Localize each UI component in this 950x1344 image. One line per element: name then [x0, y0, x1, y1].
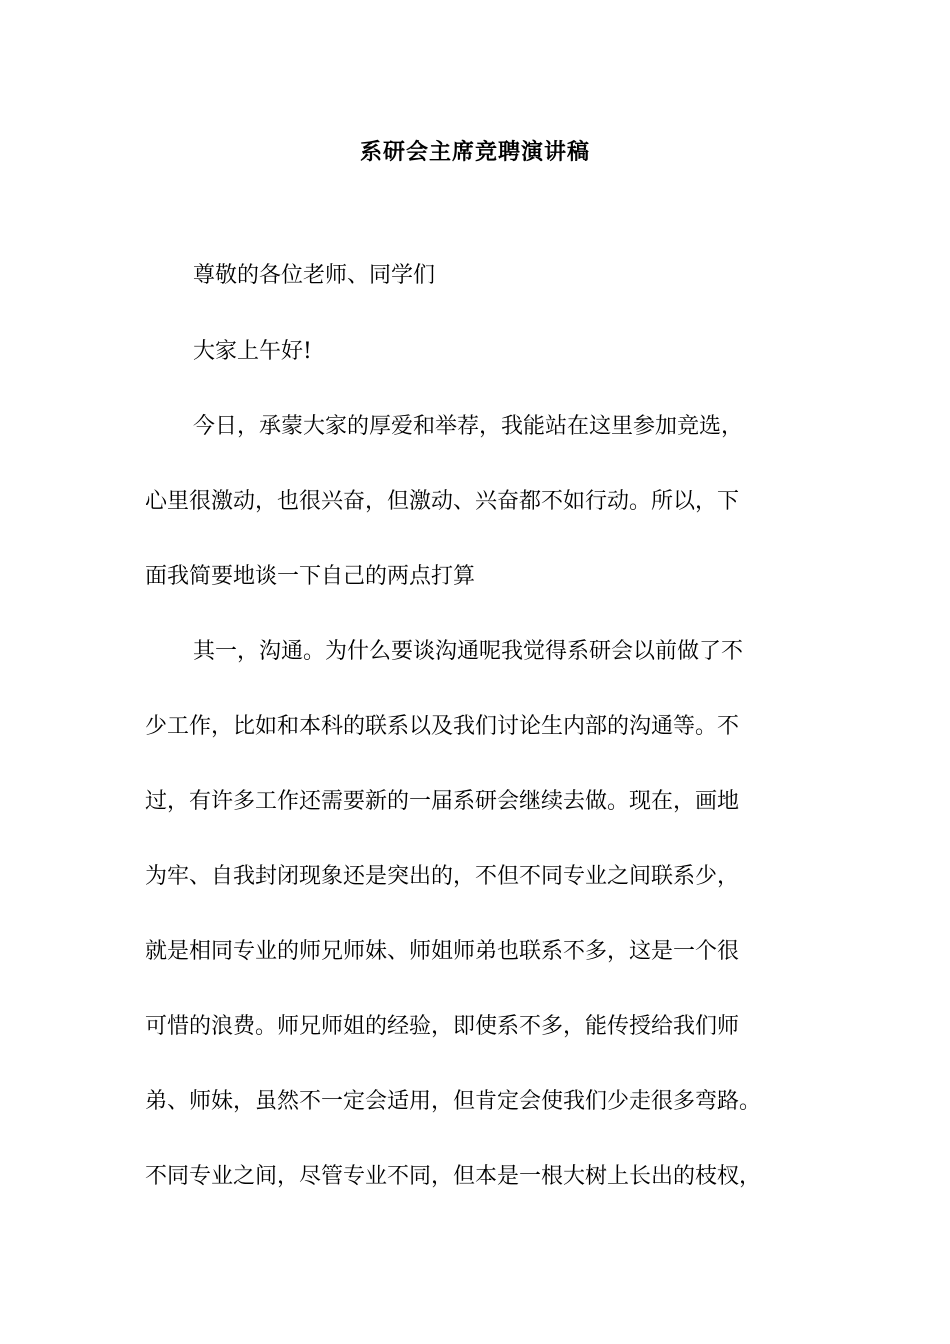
- paragraph-line: 可惜的浪费。师兄师姐的经验，即使系不多，能传授给我们师: [145, 1014, 740, 1039]
- paragraph-line: 为牢、自我封闭现象还是突出的，不但不同专业之间联系少，: [145, 864, 740, 889]
- paragraph-line: 面我简要地谈一下自己的两点打算: [145, 564, 476, 589]
- salutation-line: 尊敬的各位老师、同学们: [193, 263, 436, 288]
- paragraph-line: 心里很激动，也很兴奋，但激动、兴奋都不如行动。所以，下: [145, 489, 740, 514]
- paragraph-line: 不同专业之间，尽管专业不同，但本是一根大树上长出的枝杈，: [145, 1164, 762, 1189]
- paragraph-line: 过，有许多工作还需要新的一届系研会继续去做。现在，画地: [145, 789, 740, 814]
- paragraph-line: 就是相同专业的师兄师妹、师姐师弟也联系不多，这是一个很: [145, 939, 740, 964]
- greeting-line: 大家上午好!: [193, 339, 312, 364]
- paragraph-line: 弟、师妹，虽然不一定会适用，但肯定会使我们少走很多弯路。: [145, 1089, 762, 1114]
- paragraph-line: 其一，沟通。为什么要谈沟通呢我觉得系研会以前做了不: [193, 639, 744, 664]
- document-title: 系研会主席竞聘演讲稿: [359, 139, 590, 165]
- paragraph-line: 今日，承蒙大家的厚爱和举荐，我能站在这里参加竞选，: [193, 414, 744, 439]
- paragraph-line: 少工作，比如和本科的联系以及我们讨论生内部的沟通等。不: [145, 714, 740, 739]
